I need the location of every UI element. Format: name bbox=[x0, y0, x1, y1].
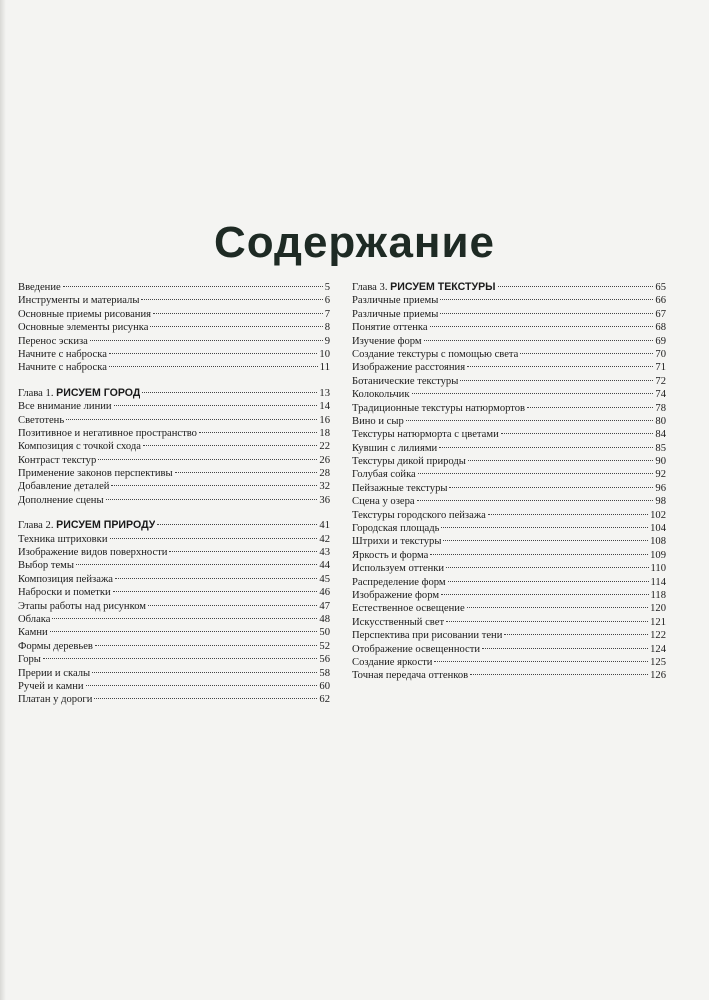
entry-page-number: 18 bbox=[319, 427, 330, 439]
toc-entry bbox=[352, 643, 666, 656]
chapter-name: РИСУЕМ ТЕКСТУРЫ bbox=[390, 281, 496, 293]
entry-page-number: 90 bbox=[655, 456, 666, 468]
toc-entry bbox=[352, 361, 666, 374]
toc-entry bbox=[352, 388, 666, 401]
entry-title: Камни bbox=[18, 627, 48, 639]
entry-title: Пейзажные текстуры bbox=[352, 482, 448, 494]
toc-entry bbox=[352, 669, 666, 682]
dot-leader bbox=[141, 299, 322, 300]
entry-page-number: 108 bbox=[650, 536, 666, 548]
toc-chapter-heading bbox=[352, 281, 666, 294]
entry-page-number: 96 bbox=[655, 482, 666, 494]
entry-title: Городская площадь bbox=[352, 523, 440, 535]
entry-title: Светотень bbox=[18, 414, 65, 426]
dot-leader bbox=[449, 487, 653, 488]
entry-page-number: 72 bbox=[655, 375, 666, 387]
dot-leader bbox=[43, 658, 318, 659]
entry-title: Техника штриховки bbox=[18, 533, 108, 545]
toc-entry bbox=[18, 613, 330, 626]
toc-entry bbox=[18, 680, 330, 693]
dot-leader bbox=[153, 313, 323, 314]
dot-leader bbox=[482, 648, 648, 649]
dot-leader bbox=[50, 631, 318, 632]
dot-leader bbox=[440, 299, 653, 300]
page-title: Содержание bbox=[213, 218, 496, 267]
toc-entry bbox=[18, 440, 330, 453]
entry-page-number: 124 bbox=[650, 643, 666, 655]
entry-page-number: 98 bbox=[655, 496, 666, 508]
entry-title: Сцена у озера bbox=[352, 496, 415, 508]
entry-title: Яркость и форма bbox=[352, 549, 429, 561]
chapter-page-number: 65 bbox=[655, 282, 666, 293]
dot-leader bbox=[441, 527, 648, 528]
toc-entry bbox=[352, 562, 666, 575]
entry-page-number: 44 bbox=[319, 560, 330, 572]
entry-page-number: 56 bbox=[319, 654, 330, 666]
entry-title: Применение законов перспективы bbox=[18, 468, 173, 480]
toc-entry bbox=[352, 308, 666, 321]
dot-leader bbox=[109, 366, 318, 367]
entry-page-number: 10 bbox=[319, 348, 330, 360]
toc-entry bbox=[352, 602, 666, 615]
entry-page-number: 67 bbox=[655, 308, 666, 320]
entry-title: Изучение форм bbox=[352, 335, 422, 347]
entry-page-number: 8 bbox=[324, 322, 330, 334]
dot-leader bbox=[52, 618, 317, 619]
entry-title: Голубая сойка bbox=[352, 469, 416, 481]
entry-title: Изображение расстояния bbox=[352, 362, 466, 374]
chapter-number: Глава 1. bbox=[18, 387, 54, 399]
chapter-number: Глава 3. bbox=[352, 282, 388, 293]
dot-leader bbox=[430, 326, 654, 327]
entry-page-number: 6 bbox=[324, 295, 330, 307]
entry-title: Введение bbox=[18, 282, 61, 293]
entry-page-number: 58 bbox=[319, 667, 330, 679]
toc-entry bbox=[18, 414, 330, 427]
toc-entry bbox=[352, 375, 666, 388]
toc-entry bbox=[18, 667, 330, 680]
entry-title: Дополнение сцены bbox=[18, 494, 104, 506]
toc-entry bbox=[18, 600, 330, 613]
entry-title: Различные приемы bbox=[352, 308, 439, 320]
entry-title: Точная передача оттенков bbox=[352, 670, 469, 682]
entry-page-number: 92 bbox=[655, 469, 666, 481]
dot-leader bbox=[66, 419, 317, 420]
dot-leader bbox=[95, 645, 318, 646]
entry-page-number: 28 bbox=[319, 468, 330, 480]
entry-title: Создание яркости bbox=[352, 656, 433, 668]
chapter-name: РИСУЕМ ПРИРОДУ bbox=[56, 519, 156, 532]
entry-page-number: 60 bbox=[319, 680, 330, 692]
dot-leader bbox=[106, 499, 318, 500]
entry-page-number: 78 bbox=[655, 402, 666, 414]
entry-title: Начните с наброска bbox=[18, 362, 107, 374]
entry-title: Контраст текстур bbox=[18, 454, 97, 466]
entry-page-number: 121 bbox=[650, 616, 666, 628]
dot-leader bbox=[109, 353, 317, 354]
entry-page-number: 84 bbox=[655, 429, 666, 441]
toc-entry bbox=[352, 415, 666, 428]
dot-leader bbox=[169, 551, 317, 552]
entry-title: Основные приемы рисования bbox=[18, 308, 152, 320]
entry-title: Создание текстуры с помощью света bbox=[352, 348, 519, 360]
toc-entry bbox=[352, 455, 666, 468]
dot-leader bbox=[467, 607, 648, 608]
toc-entry bbox=[18, 653, 330, 666]
toc-entry bbox=[352, 348, 666, 361]
entry-page-number: 125 bbox=[650, 656, 666, 668]
entry-title: Отображение освещенности bbox=[352, 643, 481, 655]
entry-title: Понятие оттенка bbox=[352, 322, 428, 334]
dot-leader bbox=[443, 540, 648, 541]
toc-entry bbox=[18, 494, 330, 507]
toc-entry bbox=[18, 335, 330, 348]
entry-title: Прерии и скалы bbox=[18, 667, 91, 679]
dot-leader bbox=[470, 674, 648, 675]
dot-leader bbox=[148, 605, 317, 606]
dot-leader bbox=[90, 340, 323, 341]
dot-leader bbox=[440, 313, 653, 314]
entry-page-number: 52 bbox=[319, 640, 330, 652]
entry-title: Различные приемы bbox=[352, 295, 439, 307]
toc-entry bbox=[18, 427, 330, 440]
entry-page-number: 114 bbox=[650, 576, 666, 588]
chapter-page-number: 41 bbox=[319, 520, 330, 532]
entry-page-number: 46 bbox=[319, 587, 330, 599]
dot-leader bbox=[488, 514, 648, 515]
dot-leader bbox=[143, 445, 317, 446]
dot-leader bbox=[417, 500, 654, 501]
chapter-number: Глава 2. bbox=[18, 520, 54, 532]
section-gap bbox=[18, 375, 330, 387]
entry-title: Основные элементы рисунка bbox=[18, 322, 149, 334]
dot-leader bbox=[76, 564, 317, 565]
entry-page-number: 5 bbox=[324, 282, 330, 293]
entry-page-number: 85 bbox=[655, 442, 666, 454]
dot-leader bbox=[424, 340, 654, 341]
dot-leader bbox=[439, 447, 653, 448]
entry-title: Наброски и пометки bbox=[18, 587, 111, 599]
toc-column-right bbox=[352, 281, 666, 683]
dot-leader bbox=[92, 672, 317, 673]
chapter-title bbox=[18, 519, 155, 532]
entry-title: Штрихи и текстуры bbox=[352, 536, 442, 548]
entry-title: Используем оттенки bbox=[352, 563, 445, 575]
entry-page-number: 120 bbox=[650, 603, 666, 615]
chapter-title bbox=[352, 281, 496, 294]
entry-page-number: 69 bbox=[655, 335, 666, 347]
dot-leader bbox=[111, 485, 317, 486]
dot-leader bbox=[115, 578, 317, 579]
entry-page-number: 26 bbox=[319, 454, 330, 466]
entry-title: Формы деревьев bbox=[18, 640, 93, 652]
entry-title: Перспектива при рисовании тени bbox=[352, 630, 503, 642]
entry-title: Естественное освещение bbox=[352, 603, 465, 615]
toc-column-left bbox=[18, 281, 330, 707]
entry-page-number: 42 bbox=[319, 533, 330, 545]
toc-entry bbox=[352, 616, 666, 629]
entry-title: Текстуры натюрморта с цветами bbox=[352, 429, 499, 441]
dot-leader bbox=[150, 326, 322, 327]
dot-leader bbox=[441, 594, 648, 595]
entry-title: Кувшин с лилиями bbox=[352, 442, 438, 454]
entry-page-number: 68 bbox=[655, 322, 666, 334]
toc-entry bbox=[352, 428, 666, 441]
entry-title: Облака bbox=[18, 613, 51, 625]
toc-entry bbox=[18, 546, 330, 559]
dot-leader bbox=[467, 366, 653, 367]
dot-leader bbox=[94, 698, 317, 699]
toc-entry bbox=[352, 576, 666, 589]
toc-entry bbox=[352, 482, 666, 495]
entry-page-number: 102 bbox=[650, 509, 666, 521]
dot-leader bbox=[468, 460, 653, 461]
entry-page-number: 48 bbox=[319, 613, 330, 625]
entry-title: Распределение форм bbox=[352, 576, 446, 588]
entry-title: Композиция с точкой схода bbox=[18, 441, 141, 453]
toc-entry bbox=[18, 348, 330, 361]
toc-entry bbox=[18, 533, 330, 546]
toc-entry bbox=[352, 535, 666, 548]
toc-entry bbox=[352, 468, 666, 481]
entry-page-number: 62 bbox=[319, 694, 330, 706]
dot-leader bbox=[498, 286, 654, 287]
entry-page-number: 110 bbox=[650, 563, 666, 575]
toc-entry bbox=[18, 400, 330, 413]
dot-leader bbox=[63, 286, 323, 287]
toc-entry bbox=[352, 509, 666, 522]
entry-page-number: 109 bbox=[650, 549, 666, 561]
entry-page-number: 71 bbox=[655, 362, 666, 374]
toc-chapter-heading bbox=[18, 387, 330, 400]
page-edge-shadow bbox=[0, 0, 6, 1000]
entry-title: Текстуры городского пейзажа bbox=[352, 509, 486, 521]
dot-leader bbox=[460, 380, 653, 381]
chapter-title bbox=[18, 387, 140, 400]
entry-title: Этапы работы над рисунком bbox=[18, 600, 147, 612]
entry-page-number: 22 bbox=[319, 441, 330, 453]
toc-entry bbox=[352, 321, 666, 334]
dot-leader bbox=[501, 433, 654, 434]
toc-entry bbox=[18, 294, 330, 307]
dot-leader bbox=[418, 473, 654, 474]
toc-entry bbox=[18, 480, 330, 493]
toc-entry bbox=[352, 442, 666, 455]
dot-leader bbox=[142, 392, 317, 393]
dot-leader bbox=[527, 407, 653, 408]
toc-entry bbox=[18, 559, 330, 572]
toc-entry bbox=[352, 656, 666, 669]
entry-title: Изображение видов поверхности bbox=[18, 547, 168, 559]
toc-entry bbox=[18, 467, 330, 480]
entry-page-number: 36 bbox=[319, 494, 330, 506]
entry-page-number: 104 bbox=[650, 523, 666, 535]
toc-entry bbox=[18, 586, 330, 599]
toc-entry bbox=[18, 361, 330, 374]
toc-entry bbox=[18, 308, 330, 321]
dot-leader bbox=[406, 420, 654, 421]
dot-leader bbox=[110, 538, 318, 539]
entry-page-number: 7 bbox=[324, 308, 330, 320]
dot-leader bbox=[175, 472, 318, 473]
entry-page-number: 50 bbox=[319, 627, 330, 639]
toc-entry bbox=[352, 402, 666, 415]
entry-title: Композиция пейзажа bbox=[18, 573, 113, 585]
dot-leader bbox=[98, 459, 317, 460]
entry-title: Начните с наброска bbox=[18, 348, 107, 360]
entry-page-number: 47 bbox=[319, 600, 330, 612]
toc-entry bbox=[18, 321, 330, 334]
dot-leader bbox=[412, 393, 654, 394]
toc-entry bbox=[352, 522, 666, 535]
toc-chapter-heading bbox=[18, 519, 330, 532]
toc-entry bbox=[18, 281, 330, 294]
entry-title: Горы bbox=[18, 654, 41, 666]
entry-title: Ручей и камни bbox=[18, 680, 84, 692]
section-gap bbox=[18, 507, 330, 519]
entry-title: Платан у дороги bbox=[18, 694, 93, 706]
dot-leader bbox=[114, 405, 318, 406]
dot-leader bbox=[434, 661, 648, 662]
entry-page-number: 80 bbox=[655, 415, 666, 427]
dot-leader bbox=[446, 621, 648, 622]
toc-entry bbox=[18, 693, 330, 706]
entry-title: Традиционные текстуры натюрмортов bbox=[352, 402, 526, 414]
toc-entry bbox=[18, 626, 330, 639]
entry-title: Инструменты и материалы bbox=[18, 295, 140, 307]
dot-leader bbox=[157, 524, 317, 525]
entry-page-number: 126 bbox=[650, 670, 666, 682]
entry-title: Колокольчик bbox=[352, 389, 410, 401]
dot-leader bbox=[199, 432, 317, 433]
dot-leader bbox=[446, 567, 648, 568]
toc-entry bbox=[352, 495, 666, 508]
chapter-name: РИСУЕМ ГОРОД bbox=[56, 386, 141, 399]
toc-entry bbox=[352, 549, 666, 562]
entry-page-number: 32 bbox=[319, 481, 330, 493]
entry-title: Изображение форм bbox=[352, 589, 440, 601]
entry-title: Ботанические текстуры bbox=[352, 375, 459, 387]
dot-leader bbox=[430, 554, 648, 555]
dot-leader bbox=[504, 634, 648, 635]
entry-page-number: 118 bbox=[650, 589, 666, 601]
toc-entry bbox=[18, 573, 330, 586]
dot-leader bbox=[113, 591, 318, 592]
dot-leader bbox=[520, 353, 653, 354]
dot-leader bbox=[86, 685, 318, 686]
dot-leader bbox=[448, 581, 649, 582]
entry-title: Выбор темы bbox=[18, 560, 74, 572]
entry-page-number: 16 bbox=[319, 414, 330, 426]
toc-entry bbox=[352, 589, 666, 602]
entry-page-number: 14 bbox=[319, 401, 330, 413]
toc-entry bbox=[18, 454, 330, 467]
toc-entry bbox=[352, 335, 666, 348]
entry-title: Искусственный свет bbox=[352, 616, 445, 628]
entry-page-number: 66 bbox=[655, 295, 666, 307]
entry-page-number: 70 bbox=[655, 348, 666, 360]
entry-title: Позитивное и негативное пространство bbox=[18, 427, 197, 439]
entry-page-number: 43 bbox=[319, 547, 330, 559]
entry-title: Перенос эскиза bbox=[18, 335, 88, 347]
entry-title: Все внимание линии bbox=[18, 401, 112, 413]
entry-page-number: 11 bbox=[319, 362, 330, 374]
entry-page-number: 122 bbox=[650, 630, 666, 642]
toc-entry bbox=[352, 629, 666, 642]
entry-page-number: 9 bbox=[324, 335, 330, 347]
entry-page-number: 74 bbox=[655, 389, 666, 401]
toc-entry bbox=[18, 640, 330, 653]
entry-title: Текстуры дикой природы bbox=[352, 456, 466, 468]
entry-title: Вино и сыр bbox=[352, 415, 404, 427]
toc-entry bbox=[352, 294, 666, 307]
chapter-page-number: 13 bbox=[319, 387, 330, 399]
entry-page-number: 45 bbox=[319, 573, 330, 585]
entry-title: Добавление деталей bbox=[18, 481, 110, 493]
